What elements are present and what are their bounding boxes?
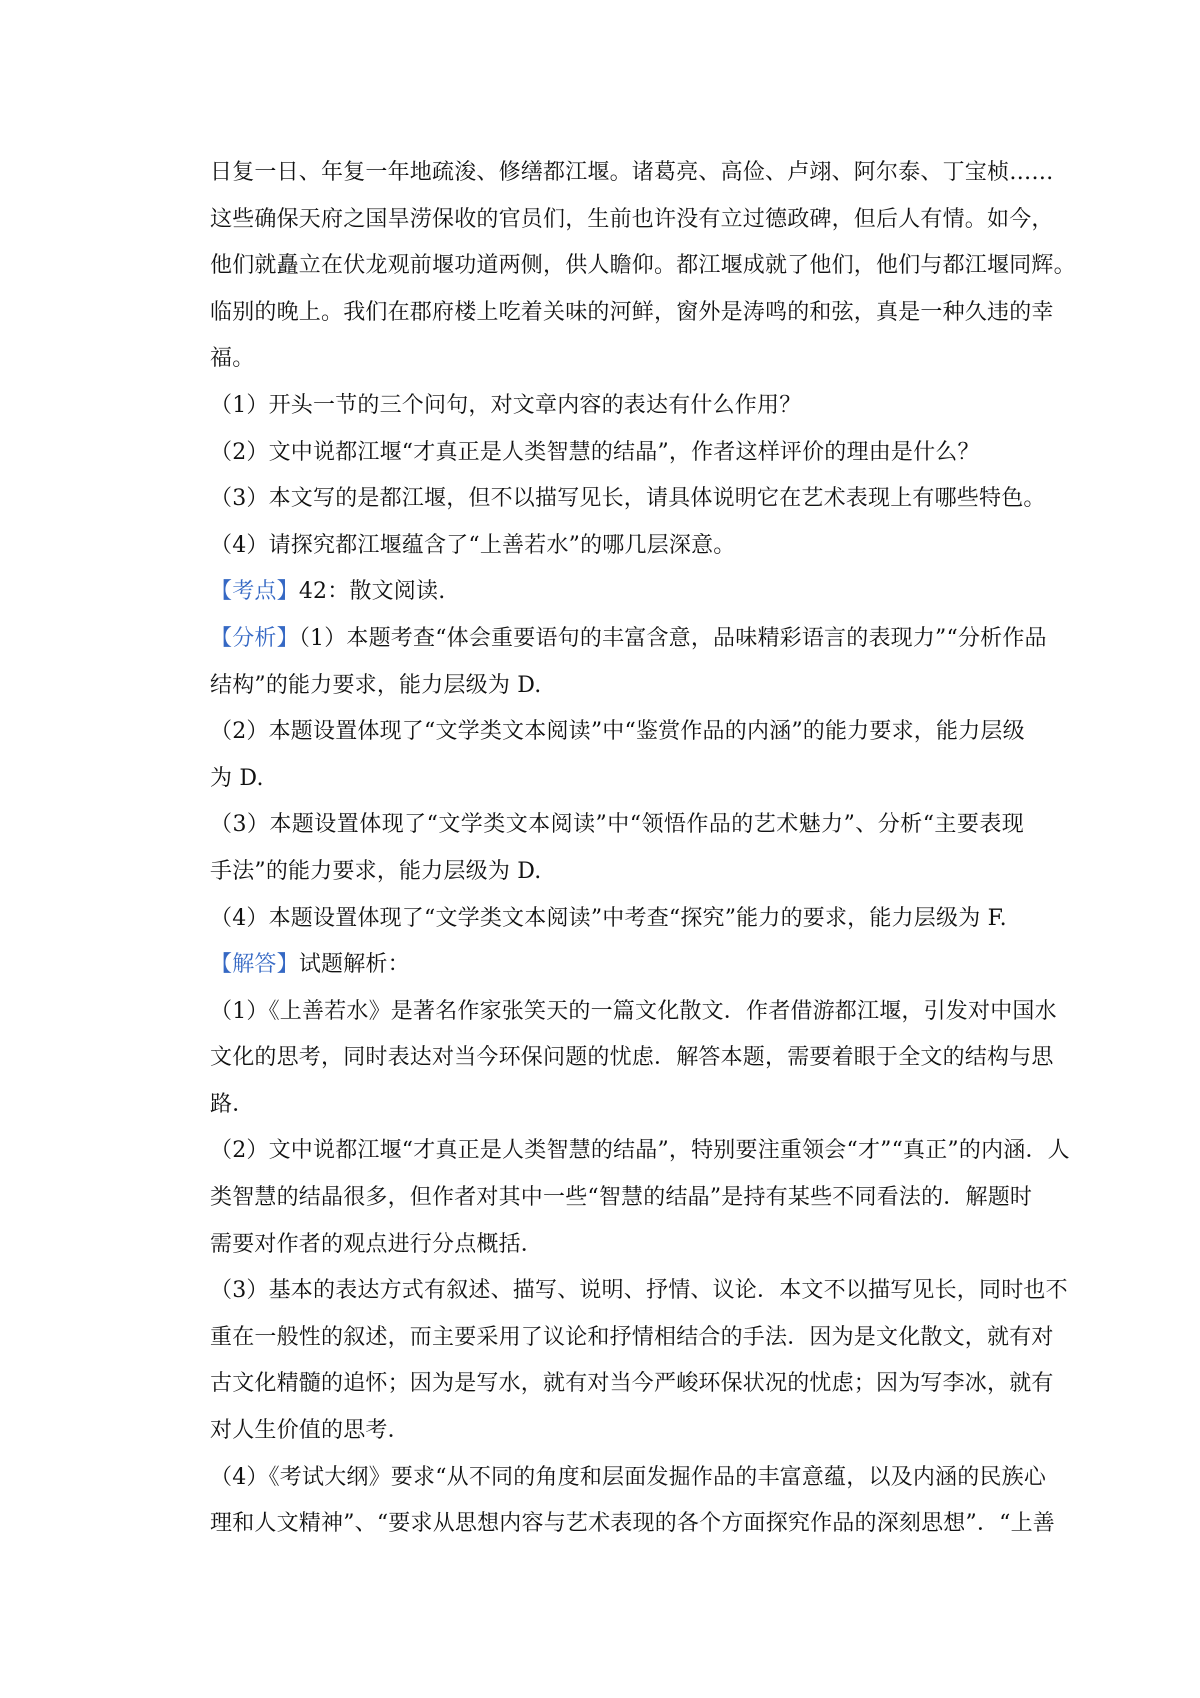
kaodian-line — [210, 569, 1024, 616]
fenxi-line: （3）本题设置体现了“文学类文本阅读”中“领悟作品的艺术魅力”、分析“主要表现 — [210, 812, 1024, 838]
kaodian-text: 42：散文阅读. — [298, 579, 446, 605]
question-1: （1）开头一节的三个问句，对文章内容的表达有什么作用？ — [210, 392, 802, 418]
fenxi-line — [210, 616, 1047, 663]
jieda-line: 重在一般性的叙述，而主要采用了议论和抒情相结合的手法．因为是文化散文，就有对 — [210, 1324, 1054, 1350]
fenxi-label: 【分析】 — [210, 625, 299, 651]
jieda-line: （2）文中说都江堰“才真正是人类智慧的结晶”，特别要注重领会“才”“真正”的内涵．人 — [210, 1138, 1070, 1164]
fenxi-line: 结构”的能力要求，能力层级为 D. — [210, 672, 542, 698]
passage-line: 这些确保天府之国旱涝保收的官员们，生前也许没有立过德政碑，但后人有情。如今， — [210, 206, 1054, 232]
passage-line: 日复一日、年复一年地疏浚、修缮都江堰。诸葛亮、高俭、卢翊、阿尔泰、丁宝桢…… — [210, 160, 1054, 185]
jieda-line: （3）基本的表达方式有叙述、描写、说明、抒情、议论．本文不以描写见长，同时也不 — [210, 1278, 1068, 1304]
fenxi-line: 为 D. — [210, 765, 264, 791]
jieda-line: 路． — [210, 1091, 255, 1117]
jieda-text: 试题解析： — [298, 952, 410, 978]
passage-line: 他们就矗立在伏龙观前堰功道两侧，供人瞻仰。都江堰成就了他们，他们与都江堰同辉。 — [210, 253, 1076, 279]
fenxi-line: 手法”的能力要求，能力层级为 D. — [210, 858, 542, 884]
kaodian-label: 【考点】 — [210, 579, 299, 605]
jieda-line: （4）《考试大纲》要求“从不同的角度和层面发掘作品的丰富意蕴，以及内涵的民族心 — [210, 1464, 1047, 1490]
fenxi-line: （4）本题设置体现了“文学类文本阅读”中考查“探究”能力的要求，能力层级为 F. — [210, 905, 1007, 931]
jieda-line: 类智慧的结晶很多，但作者对其中一些“智慧的结晶”是持有某些不同看法的．解题时 — [210, 1185, 1033, 1211]
jieda-line: 需要对作者的观点进行分点概括． — [210, 1231, 544, 1257]
jieda-line: 文化的思考，同时表达对当今环保问题的忧虑．解答本题，需要着眼于全文的结构与思 — [210, 1045, 1054, 1071]
jieda-line: 古文化精髓的追怀；因为是写水，就有对当今严峻环保状况的忧虑；因为写李冰，就有 — [210, 1371, 1054, 1397]
jieda-label: 【解答】 — [210, 952, 299, 978]
question-3: （3）本文写的是都江堰，但不以描写见长，请具体说明它在艺术表现上有哪些特色。 — [210, 486, 1046, 512]
document-page — [210, 150, 1076, 1548]
question-4: （4）请探究都江堰蕴含了“上善若水”的哪几层深意。 — [210, 532, 736, 558]
fenxi-first-line: （1）本题考查“体会重要语句的丰富含意，品味精彩语言的表现力”“分析作品 — [298, 625, 1047, 651]
question-2: （2）文中说都江堰“才真正是人类智慧的结晶”，作者这样评价的理由是什么？ — [210, 439, 980, 465]
jieda-line: 理和人文精神”、“要求从思想内容与艺术表现的各个方面探究作品的深刻思想”．“上善 — [210, 1511, 1055, 1537]
jieda-line — [210, 942, 1024, 989]
jieda-line: （1）《上善若水》是著名作家张笑天的一篇文化散文．作者借游都江堰，引发对中国水 — [210, 998, 1057, 1024]
passage-line: 福。 — [210, 346, 255, 372]
jieda-line: 对人生价值的思考． — [210, 1418, 410, 1444]
passage-line: 临别的晚上。我们在郡府楼上吃着关味的河鲜，窗外是涛鸣的和弦，真是一种久违的幸 — [210, 299, 1054, 325]
fenxi-line: （2）本题设置体现了“文学类文本阅读”中“鉴赏作品的内涵”的能力要求，能力层级 — [210, 719, 1025, 745]
